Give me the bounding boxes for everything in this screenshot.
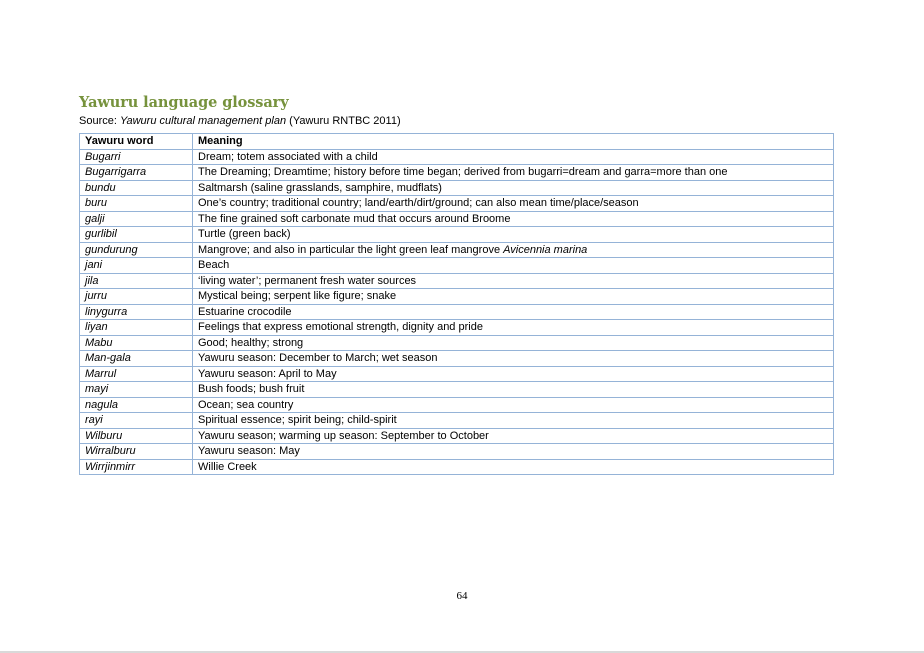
glossary-word: nagula [80,397,193,413]
meaning-text: Yawuru season: December to March; wet season [198,352,438,365]
table-row [80,428,834,444]
meaning-text: Saltmarsh (saline grasslands, samphire, mudflats) [198,181,442,194]
glossary-meaning [193,304,834,320]
table-row [80,289,834,305]
meaning-text: Good; healthy; strong [198,336,304,349]
glossary-meaning [193,165,834,181]
glossary-word: mayi [80,382,193,398]
source-prefix: Source: [79,115,120,127]
glossary-word: jila [80,273,193,289]
meaning-species-name: Avicennia marina [503,243,588,256]
meaning-text: Willie Creek [198,460,257,473]
glossary-meaning [193,149,834,165]
table-row [80,335,834,351]
table-row [80,149,834,165]
table-row [80,382,834,398]
meaning-text: Mangrove; and also in particular the light green leaf mangrove [198,243,504,256]
glossary-meaning [193,320,834,336]
meaning-text: Yawuru season; warming up season: September to October [198,429,489,442]
glossary-meaning [193,227,834,243]
glossary-meaning [193,428,834,444]
table-row [80,304,834,320]
meaning-text: Estuarine crocodile [198,305,292,318]
meaning-text: Turtle (green back) [198,228,291,241]
glossary-meaning [193,335,834,351]
glossary-word: Wirrjinmirr [80,459,193,475]
glossary-meaning [193,289,834,305]
meaning-text: Bush foods; bush fruit [198,383,305,396]
table-row [80,165,834,181]
source-title: Yawuru cultural management plan [119,115,287,127]
glossary-word: Wilburu [80,428,193,444]
table-row [80,227,834,243]
glossary-meaning [193,366,834,382]
table-row [80,459,834,475]
glossary-meaning [193,273,834,289]
glossary-meaning [193,382,834,398]
glossary-meaning [193,351,834,367]
glossary-word: Bugarri [80,149,193,165]
glossary-word: liyan [80,320,193,336]
glossary-word: jani [80,258,193,274]
glossary-word: rayi [80,413,193,429]
table-row [80,397,834,413]
meaning-text: Beach [198,259,230,272]
table-row [80,444,834,460]
meaning-text: Feelings that express emotional strength, dignity and pride [198,321,483,334]
glossary-table [79,133,834,475]
glossary-meaning [193,180,834,196]
glossary-word: gurlibil [80,227,193,243]
glossary-word: Marrul [80,366,193,382]
glossary-meaning [193,413,834,429]
table-row [80,366,834,382]
table-row [80,413,834,429]
meaning-text: Yawuru season: April to May [198,367,337,380]
meaning-text: Dream; totem associated with a child [198,150,378,163]
glossary-meaning [193,459,834,475]
glossary-word: buru [80,196,193,212]
meaning-text: Yawuru season: May [198,445,300,458]
glossary-word: Mabu [80,335,193,351]
glossary-meaning [193,196,834,212]
meaning-text: One’s country; traditional country; land/earth/dirt/ground; can also mean time/place/season [198,197,639,210]
glossary-heading: Yawuru language glossary [79,94,289,111]
source-line [79,115,401,127]
source-suffix: (Yawuru RNTBC 2011) [286,115,401,127]
glossary-word: galji [80,211,193,227]
table-row [80,351,834,367]
table-row [80,196,834,212]
meaning-text: The fine grained soft carbonate mud that occurs around Broome [198,212,511,225]
column-header-word: Yawuru word [80,134,193,150]
glossary-word: Wirralburu [80,444,193,460]
column-header-meaning: Meaning [193,134,834,150]
glossary-meaning [193,397,834,413]
glossary-word: Man-gala [80,351,193,367]
glossary-word: linygurra [80,304,193,320]
glossary-word: Bugarrigarra [80,165,193,181]
table-row [80,242,834,258]
glossary-meaning [193,444,834,460]
table-row [80,211,834,227]
table-row [80,180,834,196]
table-row [80,320,834,336]
meaning-text: ‘living water’; permanent fresh water sources [198,274,417,287]
glossary-meaning [193,242,834,258]
glossary-word: bundu [80,180,193,196]
glossary-body [80,149,834,475]
table-row [80,258,834,274]
page-number: 64 [456,590,468,602]
meaning-text: Ocean; sea country [198,398,294,411]
meaning-text: The Dreaming; Dreamtime; history before time began; derived from bugarri=dream and garra=more than one [198,166,728,179]
table-header-row [80,134,834,150]
glossary-meaning [193,211,834,227]
glossary-word: jurru [80,289,193,305]
glossary-meaning [193,258,834,274]
table-row [80,273,834,289]
meaning-text: Mystical being; serpent like figure; snake [198,290,397,303]
glossary-word: gundurung [80,242,193,258]
meaning-text: Spiritual essence; spirit being; child-spirit [198,414,397,427]
